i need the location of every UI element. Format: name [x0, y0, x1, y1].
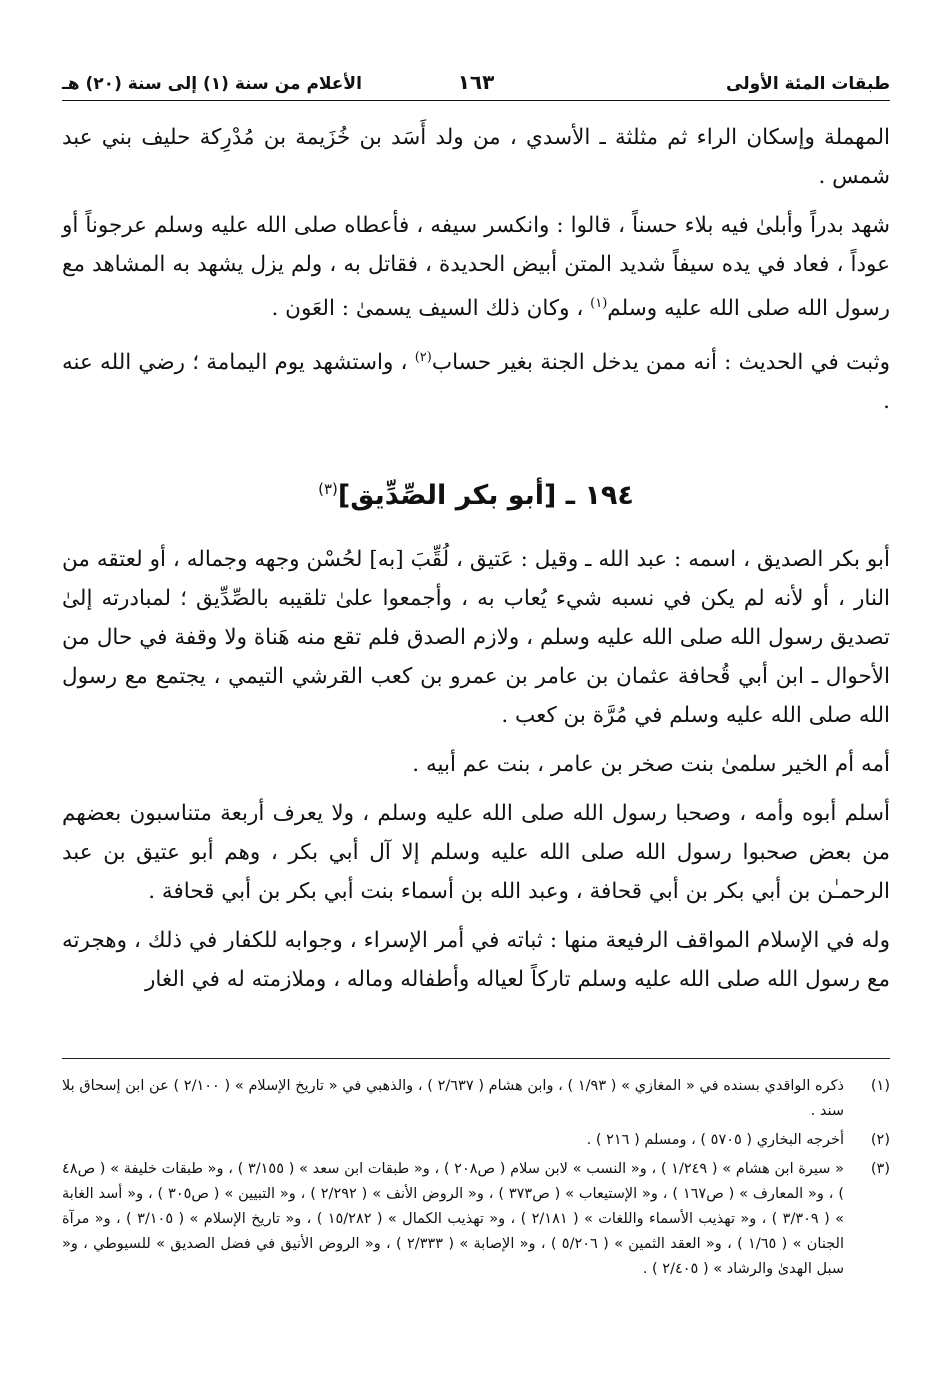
footnote: [62, 1074, 890, 1124]
paragraph: المهملة وإسكان الراء ثم مثلثة ـ الأسدي ، من ولد أَسَد بن خُزَيمة بن مُدْرِكة حليف بني عبد شمس .: [62, 125, 890, 189]
footnote-number: (٢): [870, 1132, 890, 1148]
entry-body: [62, 540, 890, 999]
volume-range: الأعلام من سنة (١) إلى سنة (٢٠) هـ: [62, 74, 362, 94]
paragraph: أسلم أبوه وأمه ، وصحبا رسول الله صلى الله عليه وسلم ، ولا يعرف أربعة متناسبون بعضهم من بعض صحبوا رسول الله صلى الله عليه وسلم إلا آل أبي بكر ، وهم أبو عتيق بن عبد الرحمـٰن بن أبي بكر بن أبي قحافة ، وعبد الله بن أسماء بنت أبي بكر بن أبي قحافة .: [62, 801, 890, 904]
entry-title: ١٩٤ ـ [أبو بكر الصِّدِّيق]: [337, 480, 634, 511]
running-header: [62, 68, 890, 102]
entry-heading: [62, 480, 890, 511]
text-run: شهد بدراً وأبلىٰ فيه بلاء حسناً ، قالوا : وانكسر سيفه ، فأعطاه صلى الله عليه وسلم عرجوناً أو عوداً ، فعاد في يده سيفاً شديد المتن أبيض الحديدة ، فقاتل به ، ولم يزل يشهد به المشاهد مع رسول الله صلى الله عليه وسلم: [62, 213, 890, 322]
paragraph: [62, 206, 890, 328]
text-run: ، واستشهد يوم اليمامة ؛ رضي الله عنه .: [62, 350, 890, 415]
footnote-text: « سيرة ابن هشام » ( ١/٢٤٩ ) ، و« النسب » لابن سلام ( ص٢٠٨ ) ، و« طبقات ابن سعد » ( ٣/١٥٥ ) ، و« طبقات خليفة » ( ص٤٨ ) ، و« المعارف » ( ص١٦٧ ) ، و« الإستيعاب » ( ص٣٧٣ ) ، و« الروض الأنف » ( ٢/٢٩٢ ) ، و« التبيين » ( ص٣٠٥ ) ، و« أسد الغابة » ( ٣/٣٠٩ ) ، و« تهذيب الأسماء واللغات » ( ٢/١٨١ ) ، و« تهذيب الكمال » ( ١٥/٢٨٢ ) ، و« تاريخ الإسلام » ( ٣/١٠٥ ) ، و« مرآة الجنان » ( ١/٦٥ ) ، و« العقد الثمين » ( ٥/٢٠٦ ) ، و« الإصابة » ( ٢/٣٣٣ ) ، و« الروض الأنيق في فضل الصديق » للسيوطي ، و« سبل الهدىٰ والرشاد » ( ٢/٤٠٥ ) .: [62, 1161, 845, 1277]
footnotes: [62, 1074, 890, 1282]
previous-entry-continuation: [62, 118, 890, 421]
footnote-number: (١): [870, 1078, 890, 1094]
footnote-ref[interactable]: (١): [590, 296, 608, 311]
footnote-text: ذكره الواقدي بسنده في « المغازي » ( ١/٩٣ ) ، وابن هشام ( ٢/٦٣٧ ) ، والذهبي في « تاريخ الإسلام » ( ٢/١٠٠ ) عن ابن إسحاق بلا سند .: [62, 1078, 845, 1119]
book-title: طبقات المئة الأولى: [726, 74, 890, 94]
text-run: ، وكان ذلك السيف يسمىٰ : العَون .: [271, 296, 591, 322]
footnote-ref[interactable]: (٢): [414, 350, 432, 366]
paragraph: أمه أم الخير سلمىٰ بنت صخر بن عامر ، بنت عم أبيه .: [412, 752, 890, 777]
footnote-rule: [62, 1058, 890, 1059]
footnote-ref[interactable]: (٣): [318, 480, 338, 498]
paragraph: وله في الإسلام المواقف الرفيعة منها : ثباته في أمر الإسراء ، وجوابه للكفار في ذلك ، وهجرته مع رسول الله صلى الله عليه وسلم تاركاً لعياله وأطفاله وماله ، وملازمته له في الغار: [62, 928, 890, 992]
footnote: [62, 1157, 890, 1282]
footnote-number: (٣): [870, 1161, 890, 1177]
paragraph: أبو بكر الصديق ، اسمه : عبد الله ـ وقيل : عَتيق ، لُقِّبَ [به] لحُسْن وجهه وجماله ، أو لعتقه من النار ، أو لأنه لم يكن في نسبه شيء يُعاب به ، وأجمعوا علىٰ تلقيبه بالصِّدِّيق ؛ لمبادرته إلىٰ تصديق رسول الله صلى الله عليه وسلم ، ولازم الصدق فلم تقع منه هَناة ولا وقفة في حال من الأحوال ـ ابن أبي قُحافة عثمان بن عامر بن عمرو بن كعب القرشي التيمي ، يجتمع مع رسول الله صلى الله عليه وسلم في مُرَّة بن كعب .: [62, 547, 890, 728]
paragraph: [62, 338, 890, 421]
footnote: [62, 1128, 890, 1153]
text-run: وثبت في الحديث : أنه ممن يدخل الجنة بغير حساب: [431, 350, 890, 376]
footnote-text: أخرجه البخاري ( ٥٧٠٥ ) ، ومسلم ( ٢١٦ ) .: [586, 1132, 844, 1148]
header-rule: [62, 100, 890, 101]
page-number: ١٦٣: [457, 70, 495, 94]
